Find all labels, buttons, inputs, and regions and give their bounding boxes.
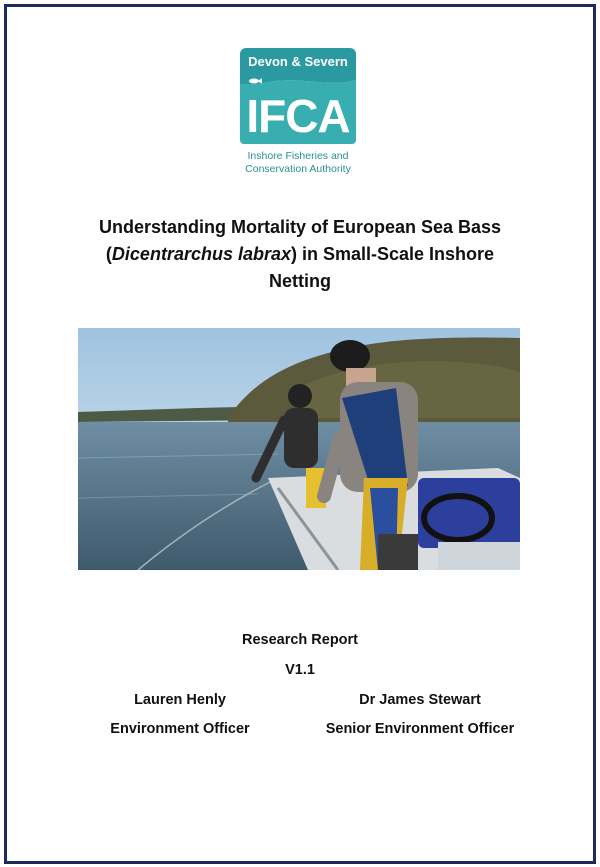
title-line3: Netting <box>269 271 331 291</box>
report-type: Research Report <box>241 632 359 648</box>
logo-banner: Devon & Severn <box>240 48 356 76</box>
title-line2: (Dicentrarchus labrax) in Small-Scale Inshore <box>105 244 495 264</box>
author-1-role: Environment Officer <box>110 721 250 737</box>
logo-sub-line1: Inshore Fisheries and <box>247 150 349 162</box>
author-1-name: Lauren Henly <box>134 692 226 708</box>
logo-subtitle <box>236 150 360 176</box>
author-2-role: Senior Environment Officer <box>325 721 515 737</box>
ifca-logo <box>236 44 360 180</box>
report-title <box>40 214 560 295</box>
fishermen-netting-photo <box>78 328 520 570</box>
author-2 <box>310 686 530 744</box>
author-1 <box>90 686 270 744</box>
version-label: V1.1 <box>285 662 315 678</box>
logo-main-text: IFCA <box>240 86 356 144</box>
logo-sub-line2: Conservation Authority <box>245 163 351 175</box>
title-line1: Understanding Mortality of European Sea Bass <box>98 217 502 237</box>
author-2-name: Dr James Stewart <box>359 692 481 708</box>
species-name: Dicentrarchus labrax <box>111 244 291 264</box>
